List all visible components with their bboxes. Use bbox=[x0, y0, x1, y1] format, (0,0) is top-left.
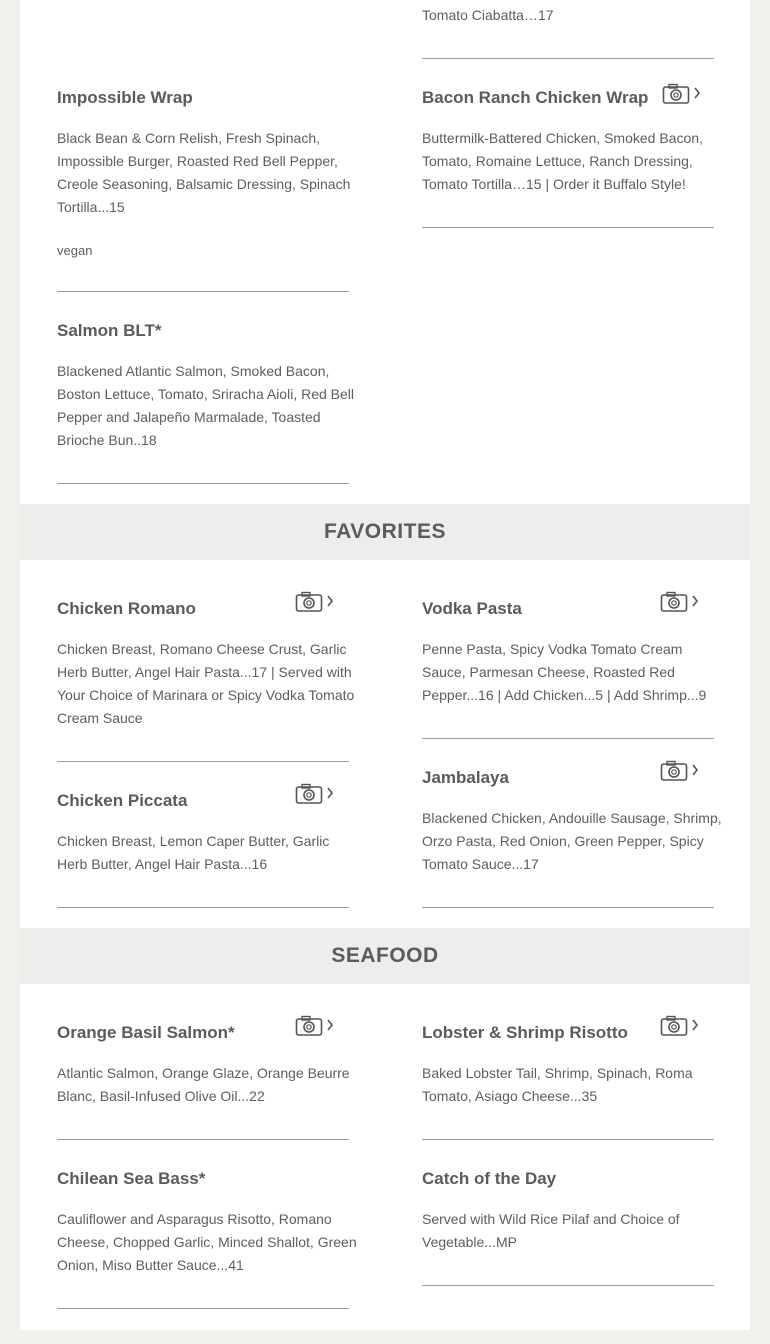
view-photo-button[interactable] bbox=[660, 591, 702, 613]
item-name: Vodka Pasta bbox=[422, 599, 522, 618]
item-name: Bacon Ranch Chicken Wrap bbox=[422, 88, 649, 107]
menu-item-salmon-blt bbox=[57, 321, 355, 484]
camera-icon bbox=[295, 783, 337, 805]
item-name: Orange Basil Salmon* bbox=[57, 1023, 235, 1042]
view-photo-button[interactable] bbox=[662, 83, 704, 105]
section-header-favorites bbox=[20, 504, 750, 560]
camera-icon bbox=[295, 1015, 337, 1037]
item-description: Chicken Breast, Romano Cheese Crust, Garlic Herb Butter, Angel Hair Pasta...17 | Served with Your Choice of Marinara or Spicy Vodka Tomato Cream Sauce bbox=[57, 641, 355, 726]
menu-item-catch-of-the-day bbox=[422, 1169, 714, 1286]
item-name: Catch of the Day bbox=[422, 1169, 557, 1188]
menu-item-top-fragment bbox=[422, 0, 714, 59]
section-title: SEAFOOD bbox=[331, 944, 439, 967]
menu-item-jambalaya bbox=[422, 768, 722, 908]
item-description: Atlantic Salmon, Orange Glaze, Orange Beurre Blanc, Basil-Infused Olive Oil...22 bbox=[57, 1065, 350, 1104]
menu-item-lobster-shrimp-risotto bbox=[422, 1023, 714, 1140]
item-description: Served with Wild Rice Pilaf and Choice of Vegetable...MP bbox=[422, 1211, 680, 1250]
menu-item-orange-basil-salmon bbox=[57, 1023, 349, 1140]
view-photo-button[interactable] bbox=[660, 1015, 702, 1037]
view-photo-button[interactable] bbox=[295, 783, 337, 805]
camera-icon bbox=[660, 1015, 702, 1037]
item-description: Chicken Breast, Lemon Caper Butter, Garlic Herb Butter, Angel Hair Pasta...16 bbox=[57, 833, 330, 872]
menu-item-vodka-pasta bbox=[422, 599, 714, 739]
dietary-tag: vegan bbox=[57, 243, 93, 258]
item-description: Blackened Atlantic Salmon, Smoked Bacon, Boston Lettuce, Tomato, Sriracha Aioli, Red Bell Pepper and Jalapeño Marmalade, Toasted Brioche Bun..18 bbox=[57, 363, 355, 448]
item-name: Chicken Romano bbox=[57, 599, 196, 618]
view-photo-button[interactable] bbox=[295, 1015, 337, 1037]
menu-item-chicken-piccata bbox=[57, 791, 349, 908]
item-name: Chilean Sea Bass* bbox=[57, 1169, 206, 1188]
favorites-section bbox=[20, 560, 750, 928]
section-header-seafood bbox=[20, 928, 750, 984]
item-description: Blackened Chicken, Andouille Sausage, Shrimp, Orzo Pasta, Red Onion, Green Pepper, Spicy Tomato Sauce...17 bbox=[422, 810, 722, 872]
item-name: Impossible Wrap bbox=[57, 88, 193, 107]
item-name: Lobster & Shrimp Risotto bbox=[422, 1023, 628, 1042]
item-description: Tomato Ciabatta…17 bbox=[422, 7, 554, 23]
menu-item-impossible-wrap bbox=[57, 88, 349, 292]
view-photo-button[interactable] bbox=[660, 760, 702, 782]
menu-item-chicken-romano bbox=[57, 599, 355, 762]
item-name: Jambalaya bbox=[422, 768, 509, 787]
camera-icon bbox=[660, 591, 702, 613]
view-photo-button[interactable] bbox=[295, 591, 337, 613]
seafood-section bbox=[20, 984, 750, 1330]
camera-icon bbox=[660, 760, 702, 782]
section-title: FAVORITES bbox=[324, 520, 446, 543]
item-description: Black Bean & Corn Relish, Fresh Spinach, Impossible Burger, Roasted Red Bell Pepper, Creole Seasoning, Balsamic Dressing, Spinach Tortilla...15 bbox=[57, 130, 351, 215]
camera-icon bbox=[295, 591, 337, 613]
item-name: Salmon BLT* bbox=[57, 321, 162, 340]
menu-item-chilean-sea-bass bbox=[57, 1169, 357, 1309]
item-description: Buttermilk-Battered Chicken, Smoked Bacon, Tomato, Romaine Lettuce, Ranch Dressing, Tomato Tortilla…15 | Order it Buffalo Style! bbox=[422, 130, 703, 192]
wraps-section bbox=[20, 0, 750, 504]
item-description: Cauliflower and Asparagus Risotto, Romano Cheese, Chopped Garlic, Minced Shallot, Green Onion, Miso Butter Sauce...41 bbox=[57, 1211, 357, 1273]
item-description: Penne Pasta, Spicy Vodka Tomato Cream Sauce, Parmesan Cheese, Roasted Red Pepper...16 | Add Chicken...5 | Add Shrimp...9 bbox=[422, 641, 707, 703]
camera-icon bbox=[662, 83, 704, 105]
menu-item-bacon-ranch-chicken-wrap bbox=[422, 88, 714, 228]
item-description: Baked Lobster Tail, Shrimp, Spinach, Roma Tomato, Asiago Cheese...35 bbox=[422, 1065, 693, 1104]
item-name: Chicken Piccata bbox=[57, 791, 188, 810]
